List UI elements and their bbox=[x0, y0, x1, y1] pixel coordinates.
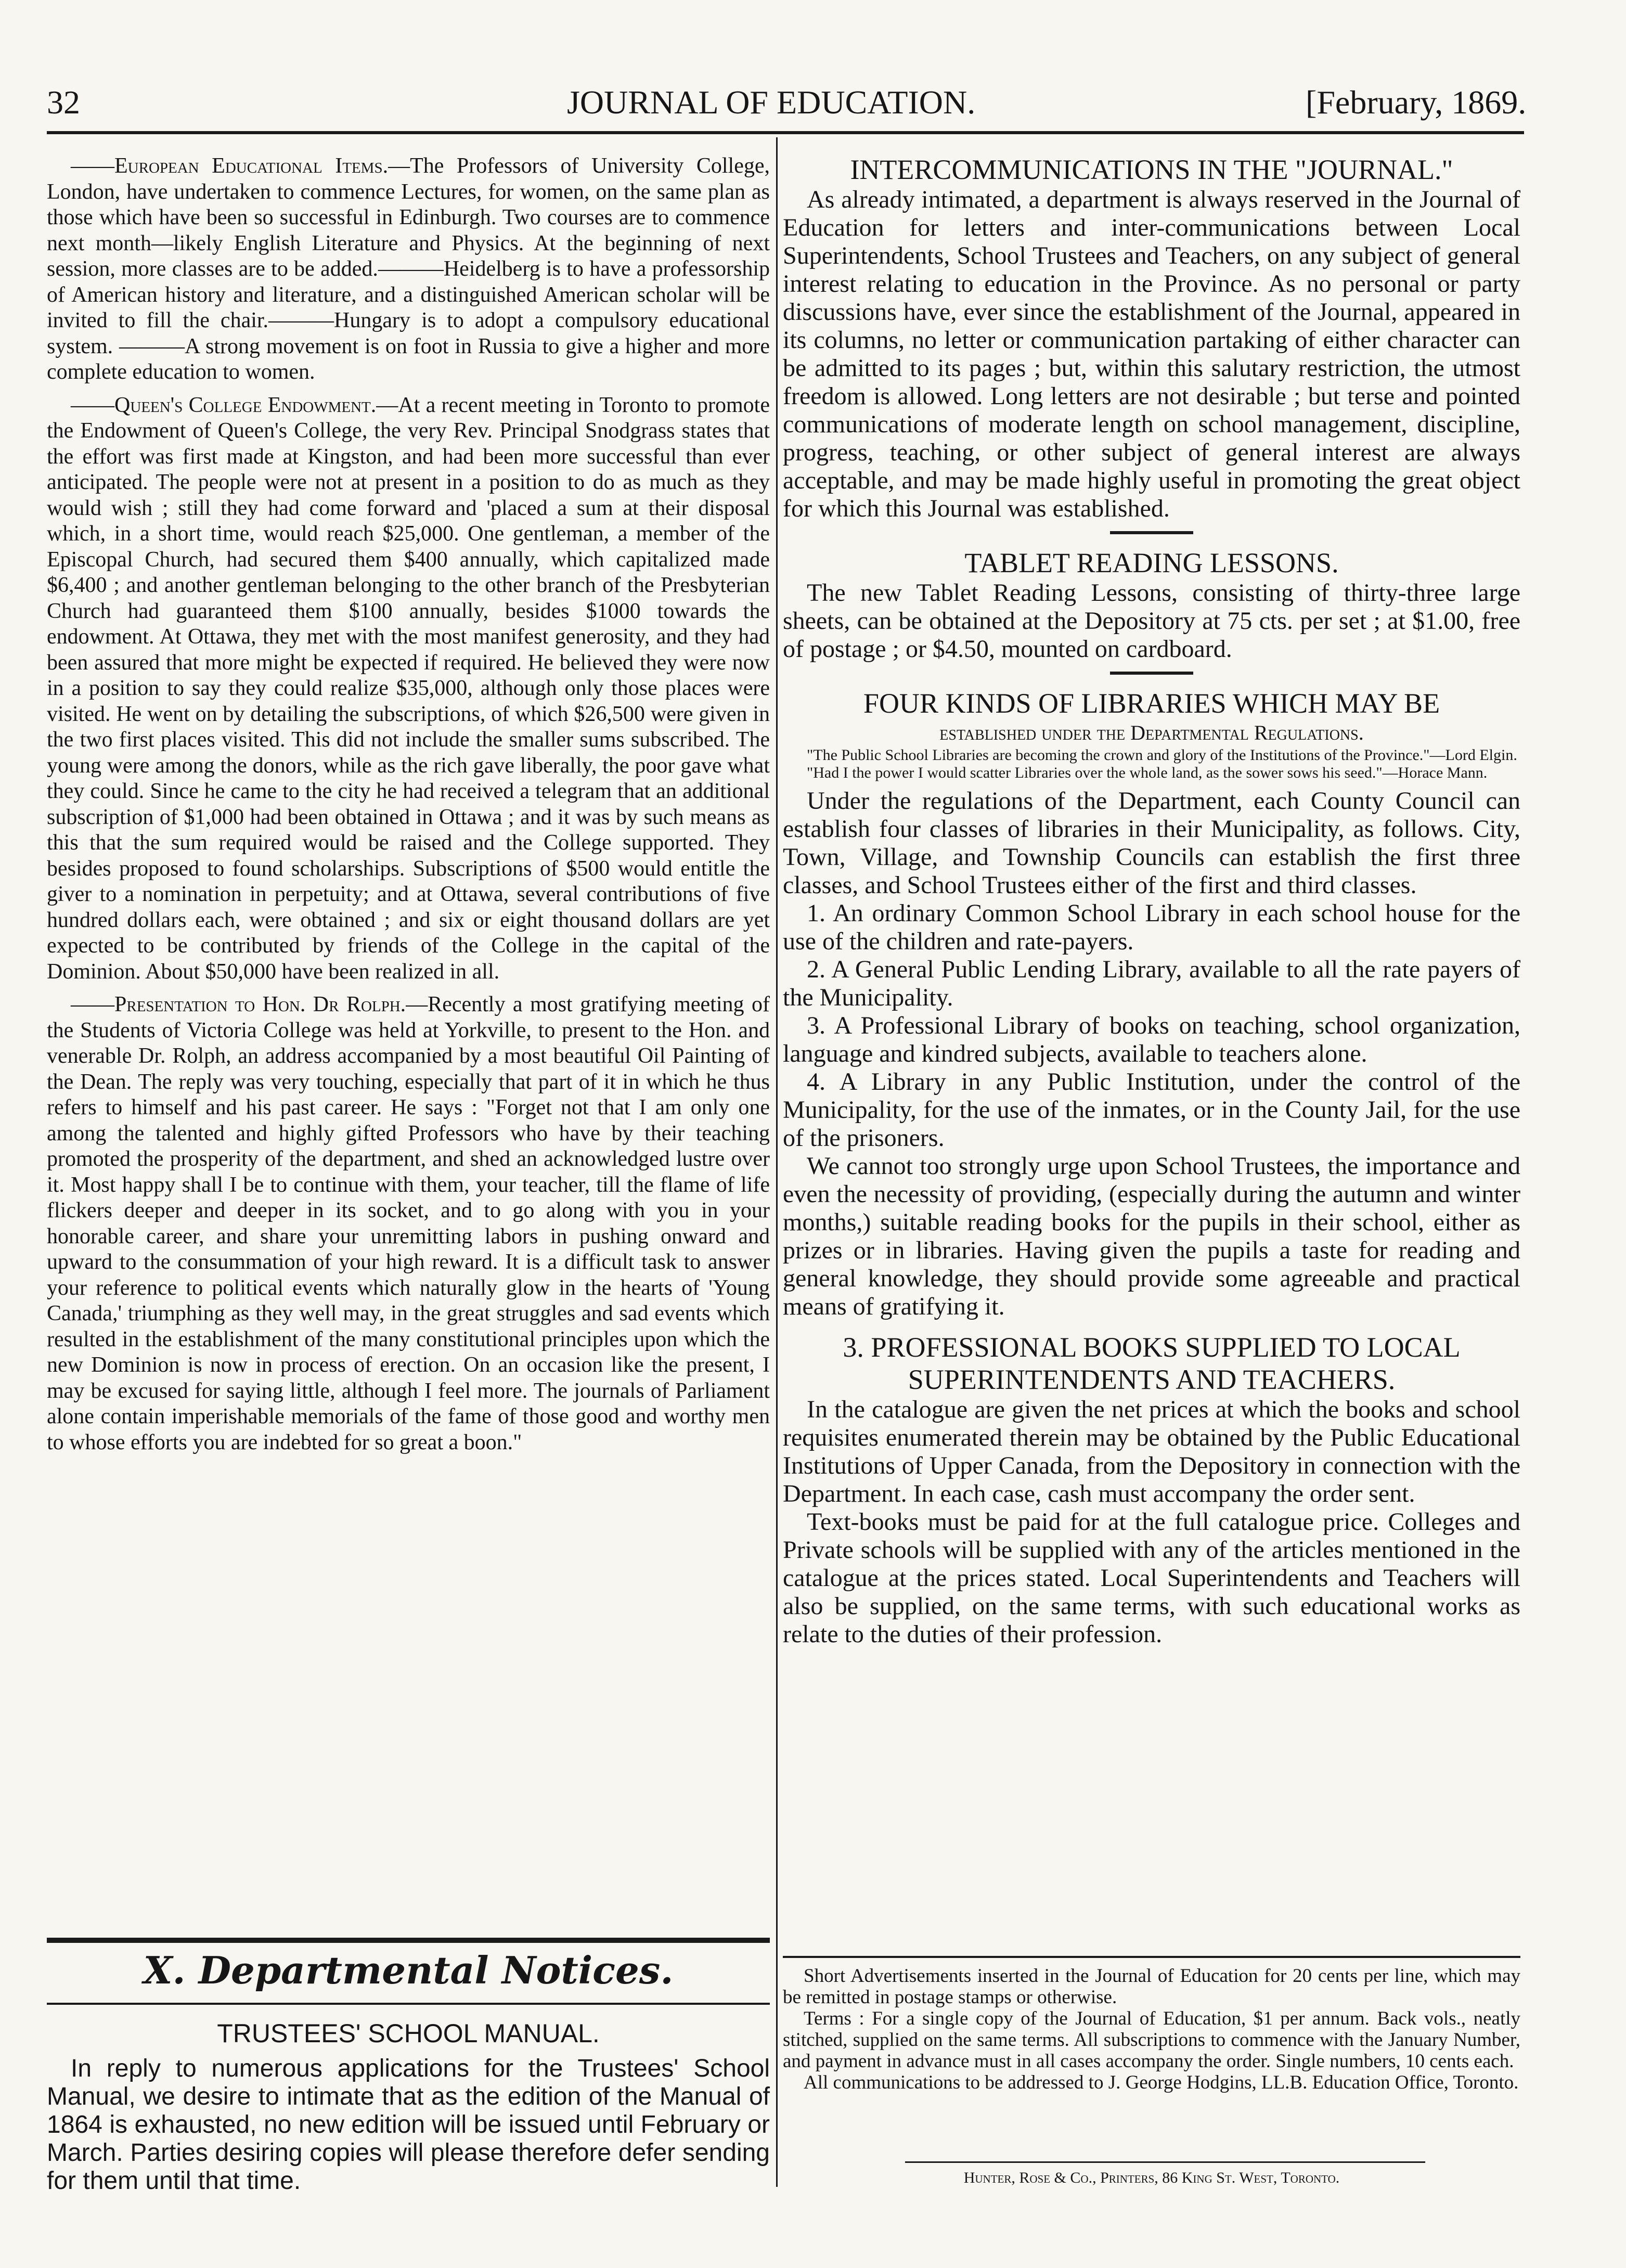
queens-college-text: —At a recent meeting in Toronto to promote the Endowment of Queen's College, the very Rev. Principal Snodgrass states that the effort was first made at Kingston, and had been more successful than ever anticipated. The people were not at present in a position to do as much as they would wish ; still they had come forward and 'placed a sum at their disposal which, in a short time, would reach $25,000. One gentleman, a member of the Episcopal Church, had secured them $400 annually, which capitalized made $6,400 ; and another gentleman belonging to the other branch of the Presbyterian Church had guaranteed them $100 annually, besides $1000 towards the endowment. At Ottawa, they met with the most manifest generosity, and they had been assured that more might be expected if required. He believed they were now in a position to say they could realize $35,000, although only those places were visited. He went on by detailing the subscriptions, of which $26,500 were given in the two first places visited. This did not include the smaller sums subscribed. The young were among the donors, while as the rich gave liberally, the poor gave what they could. Since he came to the city he had received a telegram that an additional subscription of $1,000 had been obtained in Ottawa ; and it was by such means as this that the sum required would be raised and the College supported. They besides proposed to found scholarships. Subscriptions of $500 would entitle the giver to a nomination in perpetuity; and at Ottawa, several contributions of five hundred dollars each, were obtained ; and six or eight thousand dollars are yet expected to be contributed by friends of the College in the capital of the Dominion. About $50,000 have been realized in all. bbox=[47, 393, 770, 984]
printer-credit: Hunter, Rose & Co., Printers, 86 King St. West, Toronto. bbox=[963, 2169, 1340, 2186]
library-item-3: 3. A Professional Library of books on teaching, school organization, language and kindred subjects, available to teachers alone. bbox=[783, 1012, 1520, 1067]
left-column bbox=[47, 153, 770, 1455]
advertisement-block bbox=[783, 1965, 1520, 2093]
ads-rule bbox=[783, 1956, 1520, 1958]
european-items-text: —The Professors of University College, London, have undertaken to commence Lectures, for women, on the same plan as those which have been so successful in Edinburgh. Two courses are to commence next month—likely English Literature and Physics. At the beginning of next session, more classes are to be added.———Heidelberg is to have a professorship of American history and literature, and a distinguished American scholar will be invited to fill the chair.———Hungary is to adopt a compulsory educational system. ———A strong movement is on foot in Russia to give a higher and more complete education to women. bbox=[47, 154, 770, 384]
departmental-notices-heading: X. Departmental Notices. bbox=[143, 1948, 674, 1992]
column-divider bbox=[776, 137, 778, 2187]
rolph-presentation-title: ——Presentation to Hon. Dr Rolph. bbox=[71, 993, 406, 1016]
section-rule-top bbox=[47, 1938, 770, 1943]
mann-quote: "Had I the power I would scatter Libraries over the whole land, as the sower sows his seed."—Horace Mann. bbox=[807, 764, 1488, 781]
library-item-2: 2. A General Public Lending Library, available to all the rate payers of the Municipality. bbox=[783, 956, 1520, 1011]
printer-rule bbox=[905, 2161, 1425, 2163]
library-item-4: 4. A Library in any Public Institution, under the control of the Municipality, for the use of the inmates, or in the County Jail, for the use of the prisoners. bbox=[783, 1068, 1520, 1152]
elgin-quote: "The Public School Libraries are becoming the crown and glory of the Institutions of the Province."—Lord Elgin. bbox=[807, 746, 1517, 764]
rolph-presentation-paragraph bbox=[47, 992, 770, 1455]
libraries-outro: We cannot too strongly urge upon School Trustees, the importance and even the necessity of providing, (especially during the autumn and winter months,) suitable reading books for the pupils in their school, either as prizes or in libraries. Having given the pupils a taste for reading and general knowledge, they should provide some agreeable and practical means of gratifying it. bbox=[783, 1152, 1520, 1320]
ads-paragraph-3: All communications to be addressed to J. George Hodgins, LL.B. Education Office, Toronto. bbox=[804, 2072, 1519, 2093]
issue-date: [February, 1869. bbox=[1306, 84, 1527, 121]
page-number: 32 bbox=[47, 84, 80, 121]
trustees-manual-text: In reply to numerous applications for the Trustees' School Manual, we desire to intimate that as the edition of the Manual of 1864 is exhausted, no new edition will be issued until February or March. Parties desiring copies will please therefore defer sending for them until that time. bbox=[47, 2055, 770, 2195]
european-items-title: ——European Educational Items. bbox=[71, 154, 389, 178]
european-items-paragraph bbox=[47, 153, 770, 385]
professional-books-title: 3. PROFESSIONAL BOOKS SUPPLIED TO LOCAL SUPERINTENDENTS AND TEACHERS. bbox=[843, 1332, 1461, 1395]
rolph-presentation-text: —Recently a most gratifying meeting of the Students of Victoria College was held at Yorkville, to present to the Hon. and venerable Dr. Rolph, an address accompanied by a most beautiful Oil Painting of the Dean. The reply was very touching, especially that part of it in which he thus refers to himself and his past career. He says : "Forget not that I am only one among the talented and highly gifted Professors who have by their teaching promoted the prosperity of the department, and shed an acknowledged lustre over it. Most happy shall I be to continue with them, your teacher, till the flame of life flickers deeper and deeper in its socket, and to go along with you in your honorable career, and share your unremitting labors in pushing onward and upward to the consummation of your high reward. It is a difficult task to answer your reference to political events which naturally glow in the hearts of 'Young Canada,' triumphing as they well may, in the great struggles and sad events which resulted in the establishment of the many constitutional principles upon which the new Dominion is now in process of erection. On an occasion like the present, I may be excused for saying little, although I feel more. The journals of Parliament alone contain imperishable memorials of the fame of those good and worthy men to whose efforts you are indebted for so great a boon." bbox=[47, 993, 770, 1454]
queens-college-paragraph bbox=[47, 393, 770, 985]
libraries-title: FOUR KINDS OF LIBRARIES WHICH MAY BE bbox=[863, 688, 1440, 719]
short-rule bbox=[1110, 672, 1193, 675]
queens-college-title: ——Queen's College Endowment. bbox=[71, 393, 377, 417]
tablet-lessons-title: TABLET READING LESSONS. bbox=[964, 547, 1339, 578]
professional-books-text-1: In the catalogue are given the net prices at which the books and school requisites enumerated therein may be obtained by the Public Educational Institutions of Upper Canada, from the Depository in connection with the Department. In each case, cash must accompany the order sent. bbox=[783, 1396, 1520, 1507]
journal-title: JOURNAL OF EDUCATION. bbox=[567, 84, 976, 121]
library-item-1: 1. An ordinary Common School Library in each school house for the use of the children and rate-payers. bbox=[783, 899, 1520, 955]
ads-paragraph-1: Short Advertisements inserted in the Journal of Education for 20 cents per line, which may be remitted in postage stamps or otherwise. bbox=[783, 1965, 1520, 2008]
trustees-manual-title: TRUSTEES' SCHOOL MANUAL. bbox=[217, 2019, 600, 2048]
section-rule-bottom bbox=[47, 2003, 770, 2005]
professional-books-text-2: Text-books must be paid for at the full catalogue price. Colleges and Private schools will be supplied with any of the articles mentioned in the catalogue at the prices stated. Local Superintendents and Teachers will also be supplied, on the same terms, with such educational works as relate to the duties of their profession. bbox=[783, 1508, 1520, 1648]
short-rule bbox=[1110, 531, 1193, 534]
header-rule bbox=[47, 131, 1524, 134]
tablet-lessons-text: The new Tablet Reading Lessons, consisting of thirty-three large sheets, can be obtained at the Depository at 75 cts. per set ; at $1.00, free of postage ; or $4.50, mounted on cardboard. bbox=[783, 579, 1520, 663]
intercommunications-text: As already intimated, a department is always reserved in the Journal of Education for letters and inter-communications between Local Superintendents, School Trustees and Teachers, on any subject of general interest relating to education in the Province. As no personal or party discussions have, ever since the establishment of the Journal, appeared in its columns, no letter or communication partaking of either character can be admitted to its pages ; but, within this salutary restriction, the utmost freedom is allowed. Long letters are not desirable ; but terse and pointed communications of moderate length on school management, discipline, progress, teaching, or other subject of general interest are always acceptable, and may be made highly useful in promoting the great object for which this Journal was established. bbox=[783, 186, 1520, 522]
intercommunications-title: INTERCOMMUNICATIONS IN THE "JOURNAL." bbox=[850, 154, 1453, 185]
libraries-intro: Under the regulations of the Department, each County Council can establish four classes of libraries in their Municipality, as follows. City, Town, Village, and Township Councils can establish the first three classes, and School Trustees either of the first and third classes. bbox=[783, 787, 1520, 899]
ads-paragraph-2: Terms : For a single copy of the Journal of Education, $1 per annum. Back vols., neatly stitched, supplied on the same terms. All subscriptions to commence with the January Number, and payment in advance must in all cases accompany the order. Single numbers, 10 cents each. bbox=[783, 2008, 1520, 2072]
libraries-subtitle: established under the Departmental Regulations. bbox=[939, 721, 1364, 744]
right-column bbox=[783, 153, 1520, 1648]
